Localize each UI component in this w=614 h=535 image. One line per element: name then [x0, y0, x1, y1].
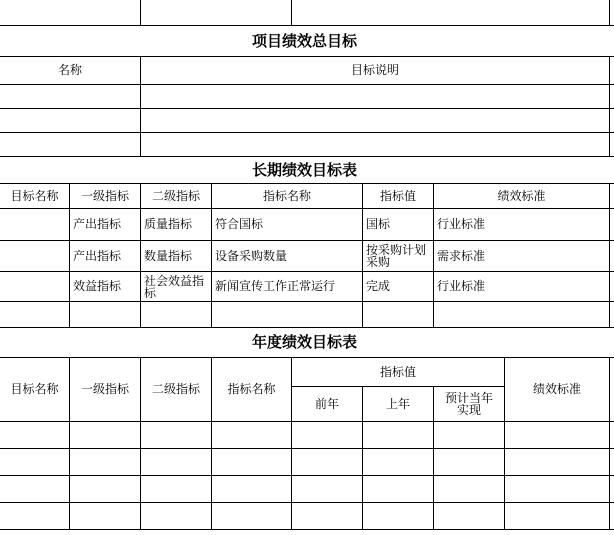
grid-line — [609, 183, 610, 327]
annual-header-target-name[interactable]: 目标名称 — [10, 382, 59, 396]
overall-title: 项目绩效总目标 — [251, 31, 357, 50]
annual-header-level2[interactable]: 二级指标 — [151, 382, 200, 396]
annual-header-expected-current[interactable]: 预计当年实现 — [444, 391, 493, 417]
grid-line — [609, 0, 610, 25]
overall-col-desc[interactable]: 目标说明 — [350, 63, 399, 77]
annual-header-standard[interactable]: 绩效标准 — [532, 382, 581, 396]
grid-line — [0, 421, 614, 422]
grid-line — [0, 529, 614, 530]
grid-line — [140, 0, 141, 25]
table-cell[interactable]: 符合国标 — [215, 217, 264, 231]
table-cell[interactable]: 效益指标 — [73, 279, 122, 293]
long-term-header-indicator-name[interactable]: 指标名称 — [262, 188, 311, 203]
grid-line — [0, 132, 614, 133]
table-cell[interactable]: 数量指标 — [144, 248, 193, 263]
table-cell[interactable]: 新闻宣传工作正常运行 — [215, 279, 336, 293]
table-cell[interactable]: 行业标准 — [437, 279, 486, 293]
table-cell[interactable]: 需求标准 — [437, 248, 486, 263]
annual-header-indicator-value[interactable]: 指标值 — [379, 364, 416, 379]
grid-line — [0, 475, 614, 476]
table-cell[interactable]: 设备采购数量 — [215, 248, 288, 263]
table-cell[interactable]: 产出指标 — [73, 248, 122, 263]
long-term-header-standard[interactable]: 绩效标准 — [497, 188, 546, 203]
grid-line — [0, 448, 614, 449]
table-cell[interactable]: 行业标准 — [437, 217, 486, 231]
annual-header-level1[interactable]: 一级指标 — [80, 382, 129, 396]
annual-title: 年度绩效目标表 — [251, 333, 357, 351]
annual-header-indicator-name[interactable]: 指标名称 — [227, 382, 276, 396]
long-term-header-level1[interactable]: 一级指标 — [80, 188, 129, 203]
grid-line — [0, 84, 614, 85]
table-cell[interactable]: 产出指标 — [73, 217, 122, 231]
table-cell[interactable]: 按采购计划采购 — [366, 243, 427, 269]
annual-header-last-year[interactable]: 上年 — [385, 396, 410, 411]
table-cell[interactable]: 国标 — [366, 217, 391, 231]
grid-line — [609, 357, 610, 529]
table-cell[interactable]: 社会效益指标 — [144, 273, 205, 300]
long-term-title: 长期绩效目标表 — [251, 160, 357, 179]
annual-header-prev-year[interactable]: 前年 — [314, 396, 339, 411]
overall-col-name[interactable]: 名称 — [57, 63, 82, 77]
grid-line — [0, 502, 614, 503]
table-cell[interactable]: 完成 — [366, 279, 391, 293]
grid-line — [0, 301, 614, 302]
grid-line — [291, 0, 292, 25]
grid-line — [609, 56, 610, 156]
table-cell[interactable]: 质量指标 — [144, 217, 193, 231]
long-term-header-indicator-value[interactable]: 指标值 — [379, 188, 416, 203]
long-term-header-level2[interactable]: 二级指标 — [151, 188, 200, 203]
grid-line — [0, 108, 614, 109]
long-term-header-target-name[interactable]: 目标名称 — [10, 188, 59, 203]
